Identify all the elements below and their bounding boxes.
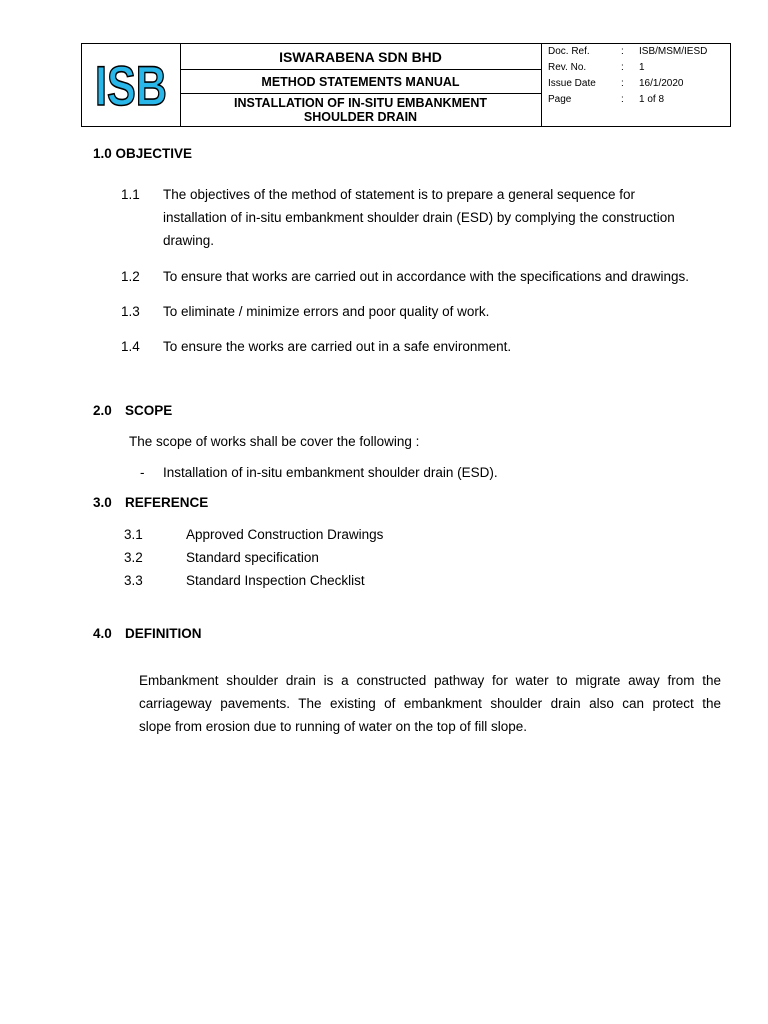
text-line: To ensure the works are carried out in a safe environment. [163, 339, 512, 354]
document-title-line2: SHOULDER DRAIN [303, 110, 418, 124]
reference-item-3: Standard Inspection Checklist [186, 573, 365, 588]
section-number-definition: 4.0 [93, 626, 112, 641]
section-heading-objective: 1.0 OBJECTIVE [93, 146, 193, 161]
meta-label: Issue Date [548, 78, 596, 89]
meta-label: Doc. Ref. [548, 46, 590, 57]
document-header [81, 43, 731, 127]
scope-item: Installation of in-situ embankment shoulder drain (ESD). [163, 465, 498, 480]
objective-item-1 [163, 183, 733, 252]
objective-item-2 [163, 265, 743, 288]
definition-paragraph [139, 669, 721, 738]
meta-label: Page [548, 94, 572, 105]
item-number: 1.3 [121, 304, 140, 319]
objective-item-4 [163, 335, 733, 358]
logo-text: ISB [95, 54, 167, 117]
meta-colon: : [621, 46, 624, 57]
section-number-scope: 2.0 [93, 403, 112, 418]
reference-item-1: Approved Construction Drawings [186, 527, 384, 542]
item-number: 3.1 [124, 527, 143, 542]
document-title [180, 94, 541, 126]
reference-item-2: Standard specification [186, 550, 319, 565]
meta-doc-ref [548, 46, 728, 60]
meta-value: ISB/MSM/IESD [639, 46, 708, 57]
document-meta [542, 44, 730, 126]
item-number: 3.2 [124, 550, 143, 565]
item-number: 1.1 [121, 187, 140, 202]
item-number: 1.4 [121, 339, 140, 354]
text-line: drawing. [163, 233, 215, 248]
text-line: The objectives of the method of statement is to prepare a general sequence for [163, 187, 636, 202]
text-line: Embankment shoulder drain is a constructed pathway for water to migrate away from the [139, 673, 721, 688]
isb-logo [93, 55, 169, 115]
meta-label: Rev. No. [548, 62, 587, 73]
meta-page [548, 94, 728, 108]
section-number-reference: 3.0 [93, 495, 112, 510]
item-number: 3.3 [124, 573, 143, 588]
logo-cell [82, 44, 181, 126]
manual-title: METHOD STATEMENTS MANUAL [180, 70, 541, 94]
text-line: To eliminate / minimize errors and poor quality of work. [163, 304, 490, 319]
section-heading-definition: DEFINITION [125, 626, 202, 641]
meta-colon: : [621, 62, 624, 73]
section-heading-reference: REFERENCE [125, 495, 209, 510]
meta-value: 1 [639, 62, 645, 73]
meta-value: 1 of 8 [639, 94, 665, 105]
text-line: To ensure that works are carried out in accordance with the specifications and drawings. [163, 269, 690, 284]
text-line: carriageway pavements. The existing of embankment shoulder drain also can protect the [139, 696, 721, 711]
scope-intro: The scope of works shall be cover the following : [129, 434, 420, 449]
objective-item-3 [163, 300, 733, 323]
bullet-dash: - [140, 465, 145, 480]
meta-issue-date [548, 78, 728, 92]
meta-colon: : [621, 94, 624, 105]
document-title-line1: INSTALLATION OF IN-SITU EMBANKMENT [234, 96, 487, 110]
meta-value: 16/1/2020 [639, 78, 684, 89]
item-number: 1.2 [121, 269, 140, 284]
meta-colon: : [621, 78, 624, 89]
header-title-block [180, 44, 542, 126]
text-line: installation of in-situ embankment shoulder drain (ESD) by complying the construction [163, 210, 675, 225]
company-name: ISWARABENA SDN BHD [180, 44, 541, 70]
text-line: slope from erosion due to running of water on the top of fill slope. [139, 719, 527, 734]
meta-rev-no [548, 62, 728, 76]
section-heading-scope: SCOPE [125, 403, 173, 418]
